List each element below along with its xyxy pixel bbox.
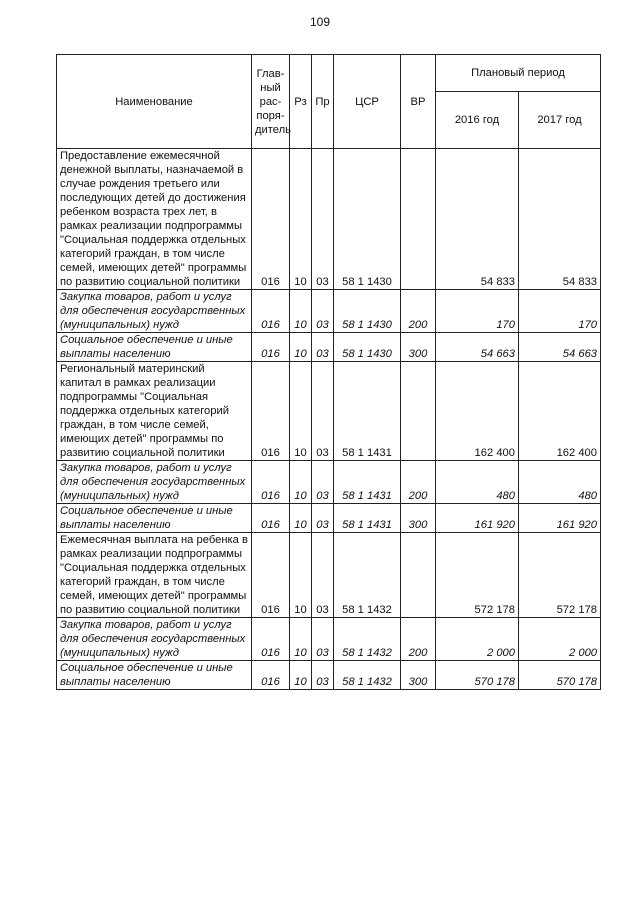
row-subsection: 03 [312,149,334,290]
row-amount-2017: 170 [519,290,601,333]
header-main-admin: Глав-ный рас-поря-дитель [252,55,290,149]
row-amount-2016: 54 663 [436,333,519,362]
row-target: 58 1 1432 [334,533,401,618]
row-section: 10 [290,533,312,618]
header-section: Рз [290,55,312,149]
row-name: Социальное обеспечение и иные выплаты населению [57,333,252,362]
table-row [57,333,601,362]
row-amount-2016: 162 400 [436,362,519,461]
row-section: 10 [290,661,312,690]
row-amount-2016: 54 833 [436,149,519,290]
row-expense-type [401,533,436,618]
row-expense-type [401,149,436,290]
row-amount-2016: 2 000 [436,618,519,661]
page-number: 109 [309,15,331,29]
row-name: Закупка товаров, работ и услуг для обеспечения государственных (муниципальных) нужд [57,618,252,661]
row-admin: 016 [252,533,290,618]
row-amount-2017: 54 833 [519,149,601,290]
row-target: 58 1 1431 [334,362,401,461]
row-expense-type: 300 [401,661,436,690]
row-name: Закупка товаров, работ и услуг для обеспечения государственных (муниципальных) нужд [57,461,252,504]
row-subsection: 03 [312,504,334,533]
row-target: 58 1 1431 [334,504,401,533]
row-section: 10 [290,618,312,661]
row-amount-2016: 570 178 [436,661,519,690]
budget-table [56,54,601,690]
table-row [57,461,601,504]
row-subsection: 03 [312,290,334,333]
row-target: 58 1 1432 [334,661,401,690]
row-name: Социальное обеспечение и иные выплаты населению [57,504,252,533]
row-expense-type: 300 [401,333,436,362]
row-section: 10 [290,333,312,362]
row-amount-2016: 480 [436,461,519,504]
header-expense-type: ВР [401,55,436,149]
row-section: 10 [290,461,312,504]
row-target: 58 1 1430 [334,333,401,362]
table-row [57,533,601,618]
row-target: 58 1 1430 [334,149,401,290]
header-year-2016: 2016 год [436,92,519,149]
row-amount-2017: 162 400 [519,362,601,461]
row-amount-2017: 572 178 [519,533,601,618]
row-admin: 016 [252,461,290,504]
row-name: Ежемесячная выплата на ребенка в рамках реализации подпрограммы "Социальная поддержка отдельных категорий граждан, в том числе семей, имеющих детей" программы по развитию социальной политики [57,533,252,618]
row-target: 58 1 1431 [334,461,401,504]
row-name: Закупка товаров, работ и услуг для обеспечения государственных (муниципальных) нужд [57,290,252,333]
header-planned-period: Плановый период [436,55,601,92]
row-amount-2017: 480 [519,461,601,504]
row-section: 10 [290,504,312,533]
table-row [57,362,601,461]
table-row [57,661,601,690]
row-section: 10 [290,149,312,290]
row-expense-type: 300 [401,504,436,533]
row-admin: 016 [252,290,290,333]
header-subsection: Пр [312,55,334,149]
row-amount-2017: 570 178 [519,661,601,690]
header-year-2017: 2017 год [519,92,601,149]
row-admin: 016 [252,618,290,661]
row-amount-2016: 170 [436,290,519,333]
row-amount-2017: 54 663 [519,333,601,362]
row-admin: 016 [252,661,290,690]
header-target: ЦСР [334,55,401,149]
row-expense-type: 200 [401,461,436,504]
table-row [57,618,601,661]
row-target: 58 1 1430 [334,290,401,333]
header-name: Наименование [57,55,252,149]
row-admin: 016 [252,504,290,533]
table-body [57,149,601,690]
row-name: Предоставление ежемесячной денежной выплаты, назначаемой в случае рождения третьего или последующих детей до достижения ребенком возраста трех лет, в рамках реализации подпрограммы "Социальная поддержка отдельных категорий граждан, в том числе семей, имеющих детей" программы по развитию социальной политики [57,149,252,290]
row-subsection: 03 [312,333,334,362]
row-admin: 016 [252,362,290,461]
row-name: Региональный материнский капитал в рамках реализации подпрограммы "Социальная поддержка отдельных категорий граждан, в том числе семей, имеющих детей" программы по развитию социальной политики [57,362,252,461]
row-section: 10 [290,362,312,461]
row-name: Социальное обеспечение и иные выплаты населению [57,661,252,690]
row-subsection: 03 [312,533,334,618]
table-row [57,149,601,290]
row-expense-type: 200 [401,618,436,661]
row-amount-2017: 2 000 [519,618,601,661]
row-amount-2016: 161 920 [436,504,519,533]
row-subsection: 03 [312,461,334,504]
row-subsection: 03 [312,661,334,690]
row-subsection: 03 [312,618,334,661]
row-amount-2017: 161 920 [519,504,601,533]
row-subsection: 03 [312,362,334,461]
header-row [57,55,601,92]
table-row [57,290,601,333]
table-row [57,504,601,533]
row-admin: 016 [252,149,290,290]
row-admin: 016 [252,333,290,362]
row-target: 58 1 1432 [334,618,401,661]
row-section: 10 [290,290,312,333]
row-expense-type: 200 [401,290,436,333]
row-amount-2016: 572 178 [436,533,519,618]
row-expense-type [401,362,436,461]
